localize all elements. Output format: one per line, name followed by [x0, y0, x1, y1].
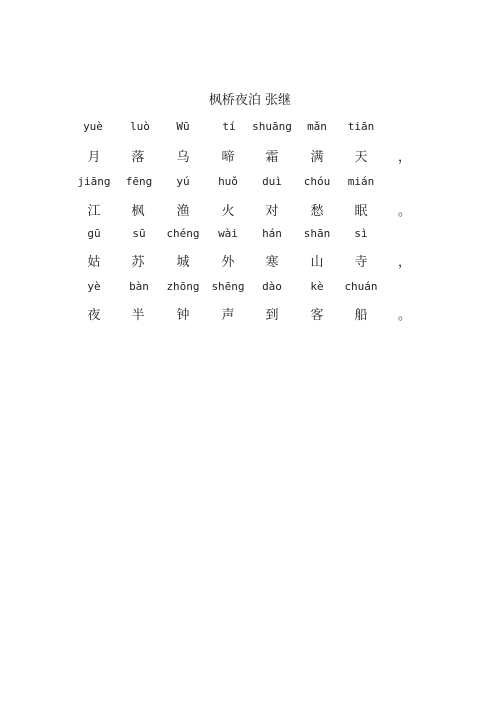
- punctuation: ，: [398, 255, 412, 270]
- hanzi-char: 城: [176, 255, 190, 270]
- poem-title: 枫桥夜泊 张继: [208, 93, 292, 108]
- pinyin-syllable: chóu: [303, 175, 331, 188]
- pinyin-line-2: [0, 175, 500, 195]
- hanzi-char: 渔: [176, 204, 190, 219]
- hanzi-line-1: [0, 146, 500, 166]
- hanzi-line-2: [0, 200, 500, 220]
- pinyin-syllable: sì: [354, 227, 368, 240]
- hanzi-char: 眠: [354, 204, 368, 219]
- pinyin-syllable: luò: [130, 120, 150, 133]
- punctuation: 。: [398, 204, 412, 219]
- pinyin-syllable: zhōng: [166, 280, 200, 293]
- hanzi-char: 客: [310, 308, 324, 323]
- hanzi-char: 愁: [310, 204, 324, 219]
- hanzi-char: 姑: [87, 255, 101, 270]
- pinyin-syllable: shēng: [211, 280, 245, 293]
- hanzi-char: 江: [87, 204, 101, 219]
- pinyin-syllable: sū: [132, 227, 146, 240]
- pinyin-syllable: Wū: [176, 120, 190, 133]
- pinyin-line-4: [0, 280, 500, 300]
- pinyin-syllable: kè: [310, 280, 324, 293]
- pinyin-line-3: [0, 227, 500, 247]
- hanzi-char: 寒: [265, 255, 279, 270]
- pinyin-syllable: chéng: [166, 227, 200, 240]
- pinyin-syllable: mián: [347, 175, 375, 188]
- pinyin-syllable: duì: [262, 175, 282, 188]
- hanzi-char: 火: [221, 204, 235, 219]
- pinyin-syllable: mǎn: [307, 120, 327, 133]
- hanzi-char: 月: [87, 150, 101, 165]
- pinyin-syllable: tí: [222, 120, 236, 133]
- hanzi-char: 啼: [221, 150, 235, 165]
- hanzi-line-3: [0, 251, 500, 271]
- hanzi-char: 钟: [176, 308, 190, 323]
- pinyin-syllable: shān: [303, 227, 331, 240]
- pinyin-syllable: yuè: [83, 120, 103, 133]
- hanzi-char: 霜: [265, 150, 279, 165]
- hanzi-char: 苏: [131, 255, 145, 270]
- pinyin-syllable: huǒ: [218, 175, 238, 188]
- hanzi-char: 寺: [354, 255, 368, 270]
- hanzi-char: 船: [354, 308, 368, 323]
- pinyin-syllable: shuāng: [252, 120, 292, 133]
- hanzi-char: 半: [131, 308, 145, 323]
- pinyin-syllable: wài: [218, 227, 238, 240]
- pinyin-syllable: bàn: [129, 280, 149, 293]
- hanzi-char: 天: [354, 150, 368, 165]
- punctuation: 。: [398, 308, 412, 323]
- pinyin-syllable: chuán: [344, 280, 378, 293]
- pinyin-syllable: hán: [262, 227, 282, 240]
- pinyin-line-1: [0, 120, 500, 140]
- hanzi-char: 落: [131, 150, 145, 165]
- punctuation: ，: [398, 150, 412, 165]
- pinyin-syllable: gū: [87, 227, 101, 240]
- hanzi-char: 枫: [131, 204, 145, 219]
- pinyin-syllable: dào: [262, 280, 282, 293]
- hanzi-char: 对: [265, 204, 279, 219]
- pinyin-syllable: fēng: [125, 175, 153, 188]
- hanzi-char: 到: [265, 308, 279, 323]
- hanzi-char: 满: [310, 150, 324, 165]
- hanzi-char: 夜: [87, 308, 101, 323]
- hanzi-char: 声: [221, 308, 235, 323]
- hanzi-char: 山: [310, 255, 324, 270]
- hanzi-char: 乌: [176, 150, 190, 165]
- pinyin-syllable: yè: [87, 280, 101, 293]
- hanzi-char: 外: [221, 255, 235, 270]
- pinyin-syllable: tiān: [347, 120, 375, 133]
- pinyin-syllable: yú: [176, 175, 190, 188]
- pinyin-syllable: jiāng: [77, 175, 111, 188]
- hanzi-line-4: [0, 304, 500, 324]
